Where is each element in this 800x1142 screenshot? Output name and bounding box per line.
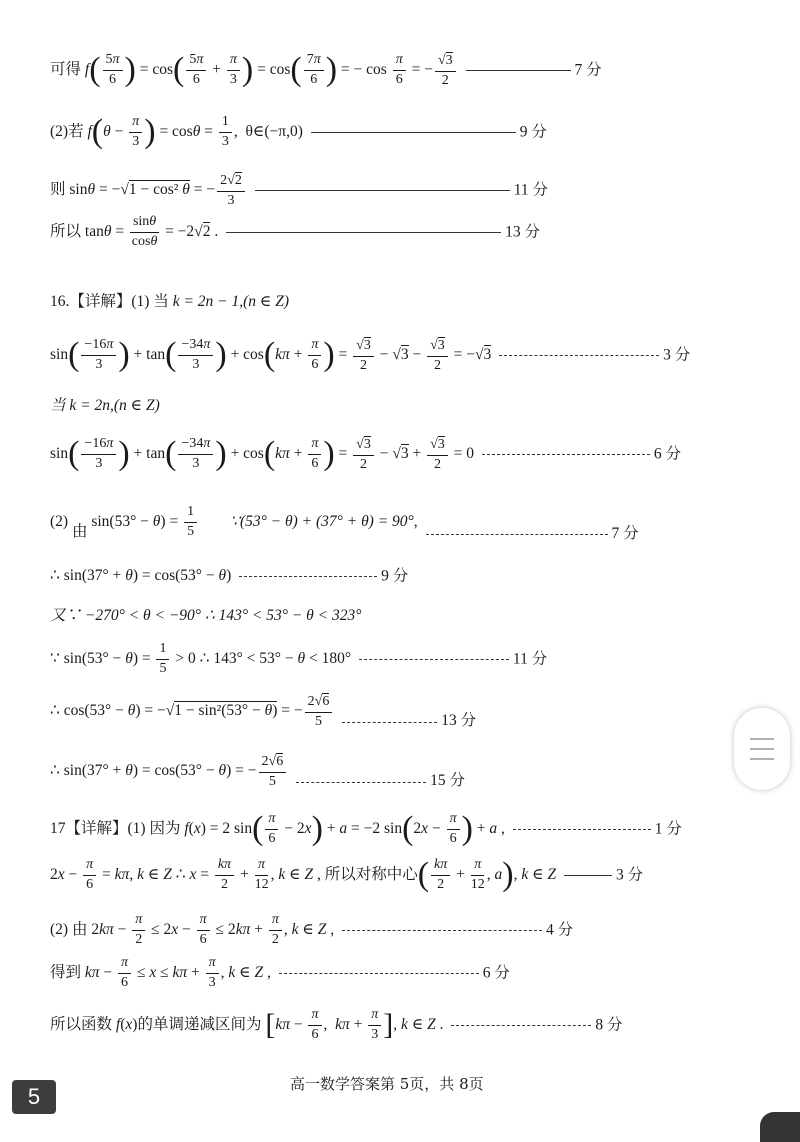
answer-line-8: sin( $\frac{-16\pi}{3}$ ) + tan( $\frac{-34\pi}{3}$ ) + cos(kπ + $\frac{\pi}{6}$ ) = $\frac{√3}{2}$ − √3 + $\frac{√3}{2}$ = 0 6 分 <box>50 435 682 473</box>
score-l3: 11 分 <box>513 181 549 199</box>
floating-menu-button[interactable] <box>734 708 790 790</box>
answer-line-16: 2x − $\frac{\pi}{6}$ = kπ, k ∈ Z ∴ x = $\frac{k\pi}{2}$ + $\frac{\pi}{12}$ , k ∈ Z , 所以对称中心( $\frac{k\pi}{2}$ + $\frac{\pi}{12}$ , a), k ∈ Z 3 分 <box>50 856 644 894</box>
page-number-badge: 5 <box>12 1080 56 1114</box>
answer-line-11: 又∵ −270° < θ < −90° ∴ 143° < 53° − θ < 323° <box>50 607 362 624</box>
score-l6: 3 分 <box>663 346 691 364</box>
score-l19: 8 分 <box>595 1016 623 1034</box>
score-l10: 9 分 <box>381 567 409 585</box>
score-l18: 6 分 <box>482 964 510 982</box>
score-l4: 13 分 <box>505 223 540 241</box>
menu-icon <box>750 738 774 740</box>
corner-widget[interactable] <box>760 1112 800 1142</box>
answer-line-2: (2)若 f(θ − $\frac{\pi}{3}$ ) = cosθ = $\frac{1}{3}$ , θ∈(−π,0) 9 分 <box>50 113 547 151</box>
q16-heading: 16.【详解】(1) 当 k = 2n − 1,(n ∈ Z) <box>50 293 290 310</box>
score-l1: 7 分 <box>574 61 602 79</box>
q17-heading: 17【详解】(1) 因为 f(x) = 2 sin( $\frac{\pi}{6}$ − 2x) + a = −2 sin(2x − $\frac{\pi}{6}$ ) + a , 1 分 <box>50 810 682 848</box>
answer-line-10: ∴ sin(37° + θ) = cos(53° − θ) 9 分 <box>50 567 409 585</box>
score-l9: 7 分 <box>611 524 639 542</box>
answer-line-4: 所以 tanθ = $\frac{\sin\theta}{\cos\theta}$ = −2√2 . 13 分 <box>50 214 540 249</box>
answer-line-12: ∵ sin(53° − θ) = $\frac{1}{5}$ > 0 ∴ 143° < 53° − θ < 180° 11 分 <box>50 641 548 676</box>
answer-line-6: sin( $\frac{-16\pi}{3}$ ) + tan( $\frac{-34\pi}{3}$ ) + cos(kπ + $\frac{\pi}{6}$ ) = $\frac{√3}{2}$ − √3 − $\frac{√3}{2}$ = −√3 3 分 <box>50 336 691 374</box>
menu-icon <box>750 748 774 750</box>
answer-line-18: 得到 kπ − $\frac{\pi}{6}$ ≤ x ≤ kπ + $\frac{\pi}{3}$ , k ∈ Z , 6 分 <box>50 955 510 990</box>
answer-line-17: (2) 由 2kπ − $\frac{\pi}{2}$ ≤ 2x − $\frac{\pi}{6}$ ≤ 2kπ + $\frac{\pi}{2}$ , k ∈ Z , 4 分 <box>50 912 574 947</box>
menu-icon <box>750 758 774 760</box>
answer-line-3: 则 sinθ = −√1 − cos² θ = − $\frac{2√2}{3}$ 11 分 <box>50 173 549 208</box>
answer-line-14: ∴ sin(37° + θ) = cos(53° − θ) = − $\frac{2√6}{5}$ 15 分 <box>50 754 465 789</box>
score-l14: 15 分 <box>430 771 465 789</box>
answer-line-7: 当 k = 2n,(n ∈ Z) <box>50 397 160 414</box>
score-l16: 3 分 <box>615 866 644 884</box>
answer-line-9: (2) 由 sin(53° − θ) = $\frac{1}{5}$ ∵(53° − θ) + (37° + θ) = 90°, 7 分 <box>50 504 639 542</box>
answer-line-1: 可得 f( $\frac{5\pi}{6}$ ) = cos( $\frac{5\pi}{6}$ + $\frac{\pi}{3}$ ) = cos( $\frac{7\pi}{6}$ ) = − cos $\frac{\pi}{6}$ = − $\frac{√3}{2}$ 7 分 <box>50 51 602 89</box>
score-l8: 6 分 <box>653 445 682 463</box>
score-l17: 4 分 <box>545 921 574 939</box>
answer-line-19: 所以函数 f(x)的单调递减区间为 [kπ − $\frac{\pi}{6}$ , kπ + $\frac{\pi}{3}$ ], k ∈ Z . 8 分 <box>50 1007 623 1042</box>
score-l12: 11 分 <box>512 650 548 668</box>
score-q17: 1 分 <box>654 820 682 838</box>
answer-line-13: ∴ cos(53° − θ) = −√1 − sin²(53° − θ) = − $\frac{2√6}{5}$ 13 分 <box>50 694 477 729</box>
score-l2: 9 分 <box>519 123 547 141</box>
score-l13: 13 分 <box>441 711 477 729</box>
page-footer: 高一数学答案第 5页，共 8页 <box>290 1075 484 1093</box>
